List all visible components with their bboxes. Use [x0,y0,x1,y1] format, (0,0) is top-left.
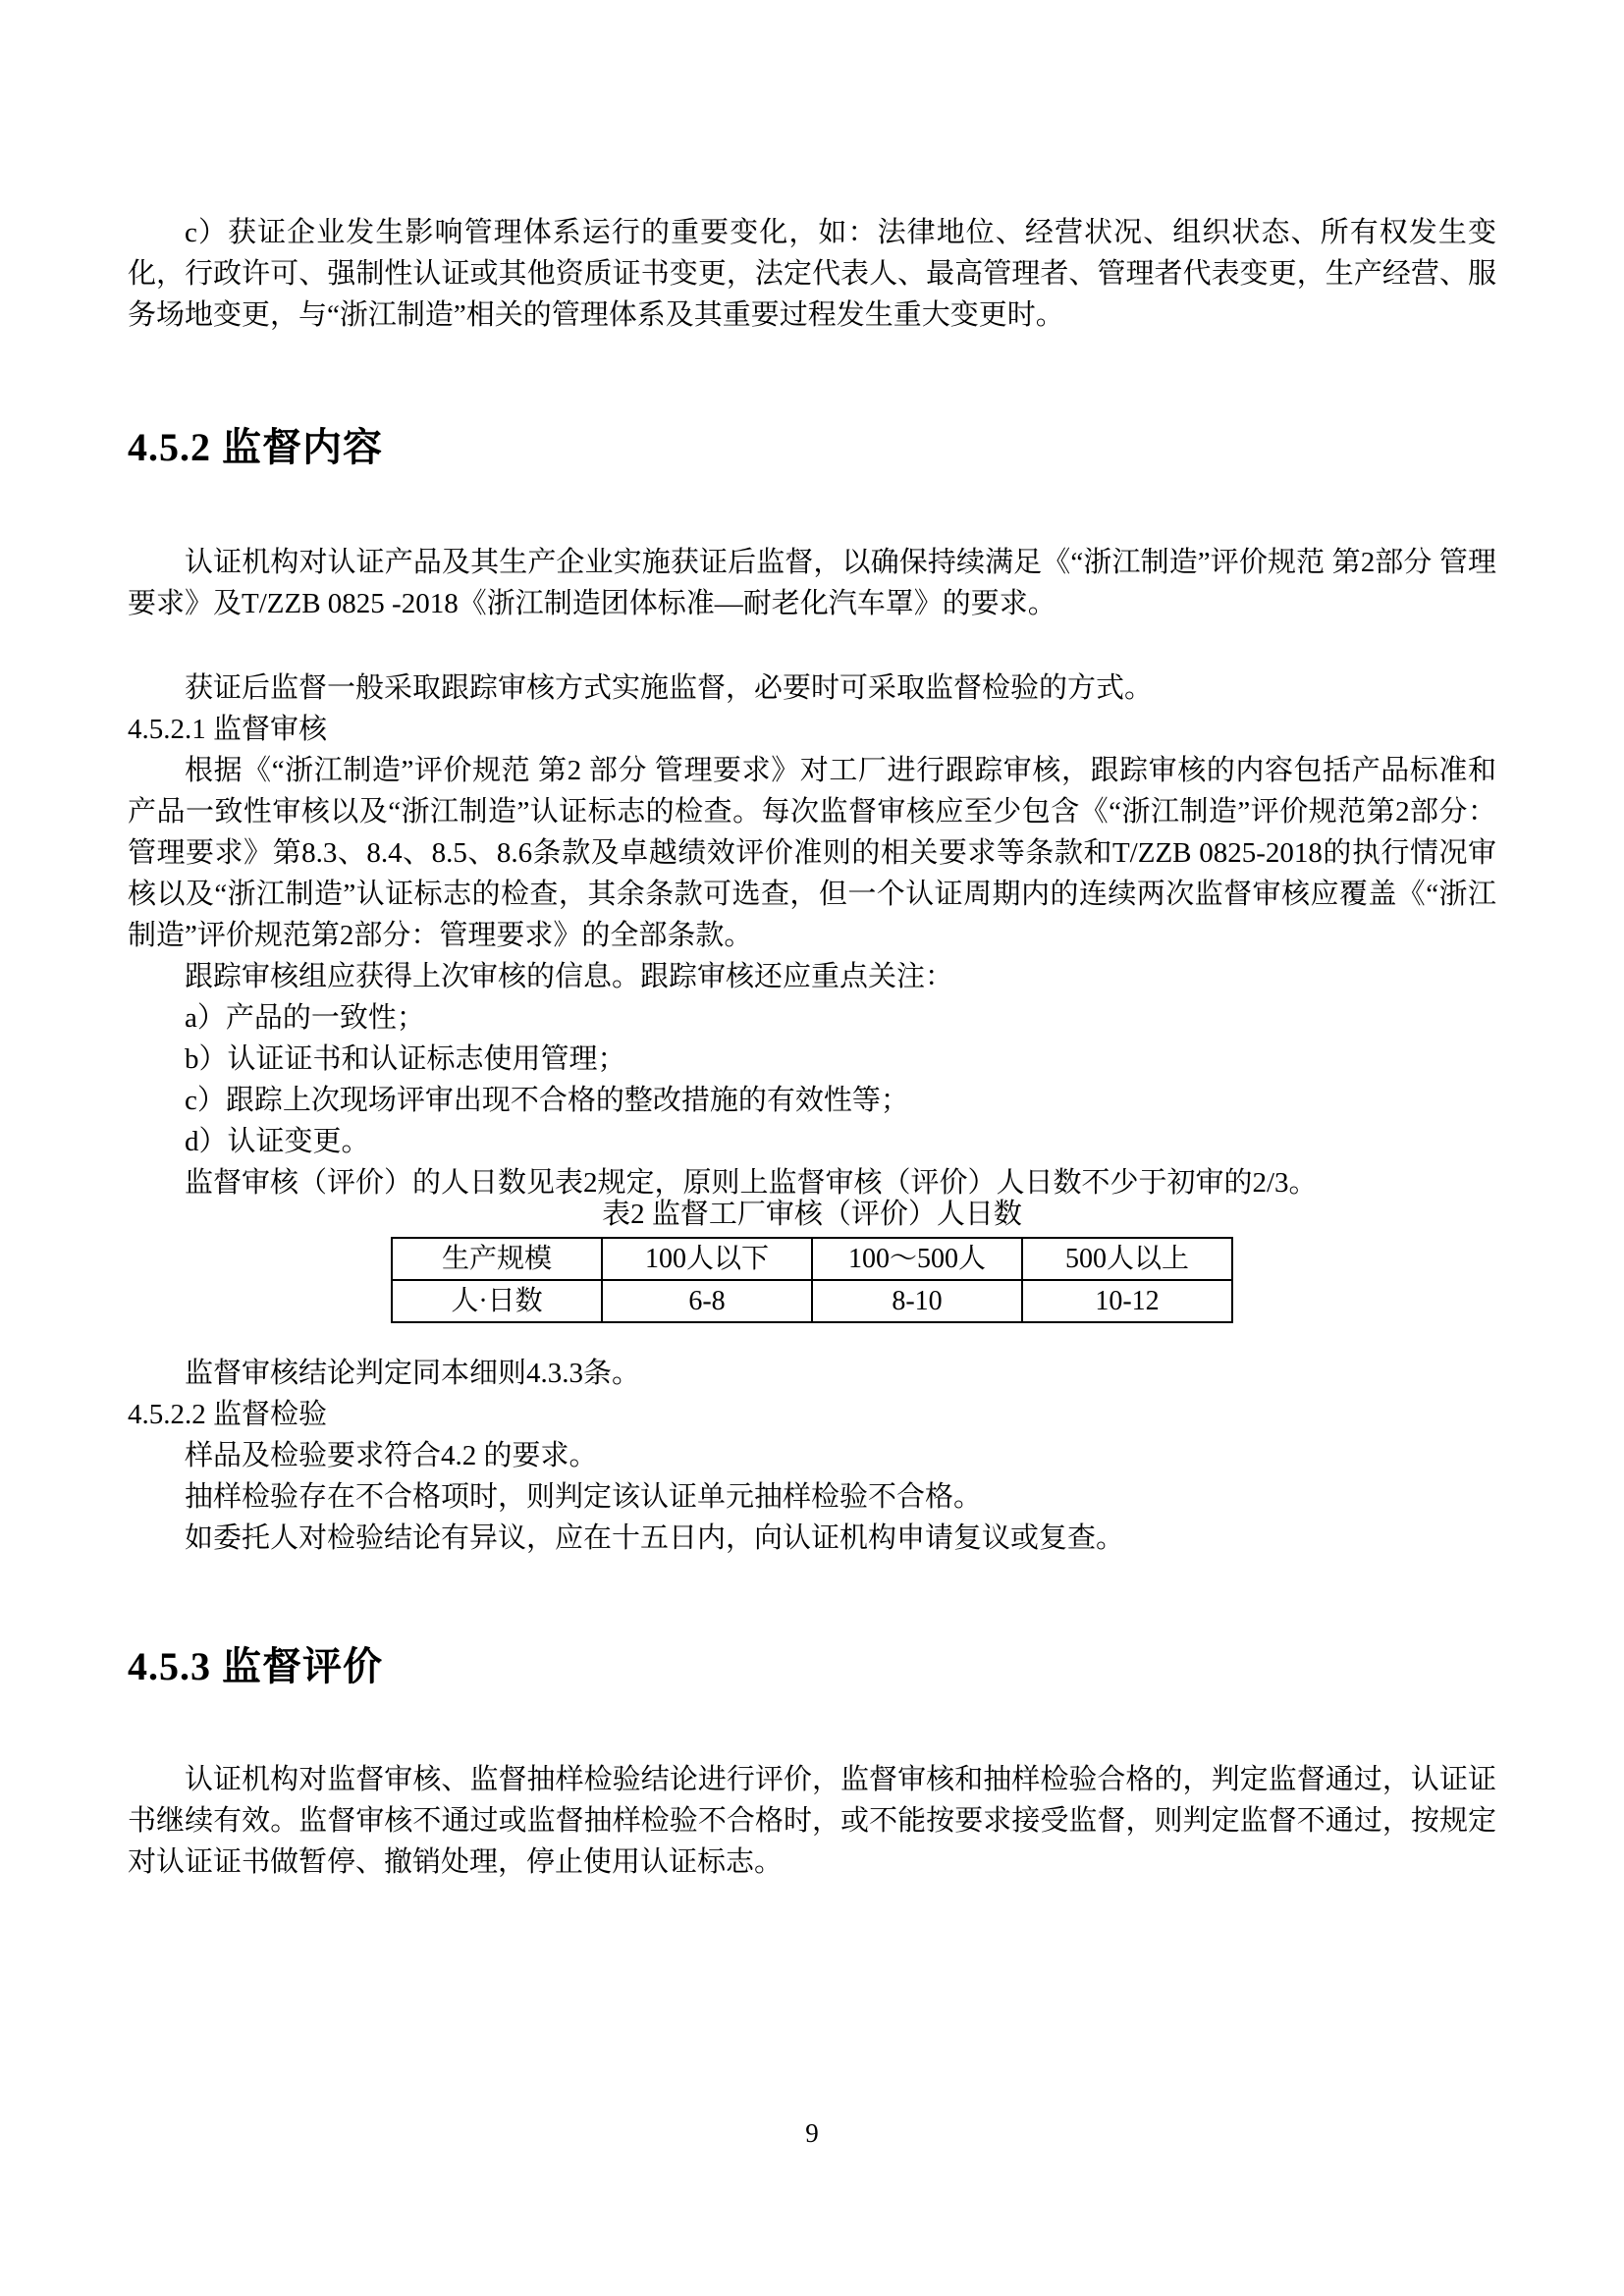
paragraph-audit-conclusion: 监督审核结论判定同本细则4.3.3条。 [185,1358,641,1389]
table-cell: 100人以下 [602,1238,812,1280]
paragraph-supervision-evaluation: 认证机构对监督审核、监督抽样检验结论进行评价，监督审核和抽样检验合格的，判定监督通过，认证证书继续有效。监督审核不通过或监督抽样检验不合格时，或不能按要求接受监督，则判定监督不通过，按规定对认证证书做暂停、撤销处理，停止使用认证标志。 [128,1764,1496,1878]
paragraph-person-days: 监督审核（评价）的人日数见表2规定，原则上监督审核（评价）人日数不少于初审的2/3。 [185,1167,1318,1199]
subsection-heading-4-5-2-1: 4.5.2.1 监督审核 [128,714,328,745]
table-row-days [392,1280,1232,1322]
table-cell: 人·日数 [392,1280,602,1322]
paragraph-sample-requirements: 样品及检验要求符合4.2 的要求。 [185,1440,598,1471]
paragraph-sampling-fail: 抽样检验存在不合格项时，则判定该认证单元抽样检验不合格。 [185,1481,983,1513]
table-caption: 表2 监督工厂审核（评价）人日数 [602,1199,1022,1230]
focus-list [128,997,1496,1162]
subsection-heading-4-5-2-2: 4.5.2.2 监督检验 [128,1399,328,1430]
paragraph-item-c: c）获证企业发生影响管理体系运行的重要变化，如：法律地位、经营状况、组织状态、所有权发生变化，行政许可、强制性认证或其他资质证书变更，法定代表人、最高管理者、管理者代表变更，生产经营、服务场地变更，与“浙江制造”相关的管理体系及其重要过程发生重大变更时。 [128,217,1496,331]
list-item-c: c）跟踪上次现场评审出现不合格的整改措施的有效性等； [185,1085,909,1116]
table-cell: 生产规模 [392,1238,602,1280]
table-cell: 6-8 [602,1280,812,1322]
list-item-a: a）产品的一致性； [185,1002,425,1034]
table-cell: 100～500人 [812,1238,1022,1280]
list-item-d: d）认证变更。 [185,1126,370,1157]
section-heading-4-5-2: 4.5.2 监督内容 [128,425,383,469]
paragraph-tracking-focus: 跟踪审核组应获得上次审核的信息。跟踪审核还应重点关注： [185,961,954,992]
paragraph-tracking-audit: 根据《“浙江制造”评价规范 第2 部分 管理要求》对工厂进行跟踪审核，跟踪审核的内容包括产品标准和产品一致性审核以及“浙江制造”认证标志的检查。每次监督审核应至少包含《“浙江制造”评价规范第2部分：管理要求》第8.3、8.4、8.5、8.6条款及卓越绩效评价准则的相关要求等条款和T/ZZB 0825-2018的执行情况审核以及“浙江制造”认证标志的检查，其余条款可选查，但一个认证周期内的连续两次监督审核应覆盖《“浙江制造”评价规范第2部分：管理要求》的全部条款。 [128,755,1496,951]
page-content [0,212,1624,1883]
table-cell: 10-12 [1022,1280,1232,1322]
paragraph-supervision-method: 获证后监督一般采取跟踪审核方式实施监督，必要时可采取监督检验的方式。 [185,672,1154,704]
table-cell: 500人以上 [1022,1238,1232,1280]
paragraph-supervision-scope: 认证机构对认证产品及其生产企业实施获证后监督，以确保持续满足《“浙江制造”评价规范 第2部分 管理要求》及T/ZZB 0825 -2018《浙江制造团体标准—耐老化汽车罩》的要求。 [128,547,1496,619]
section-heading-4-5-3: 4.5.3 监督评价 [128,1644,383,1688]
list-item-b: b）认证证书和认证标志使用管理； [185,1043,626,1075]
table-row-scale [392,1238,1232,1280]
page-number: 9 [805,2118,819,2148]
paragraph-objection: 如委托人对检验结论有异议，应在十五日内，向认证机构申请复议或复查。 [185,1522,1125,1554]
audit-person-days-table [391,1237,1233,1323]
table-cell: 8-10 [812,1280,1022,1322]
